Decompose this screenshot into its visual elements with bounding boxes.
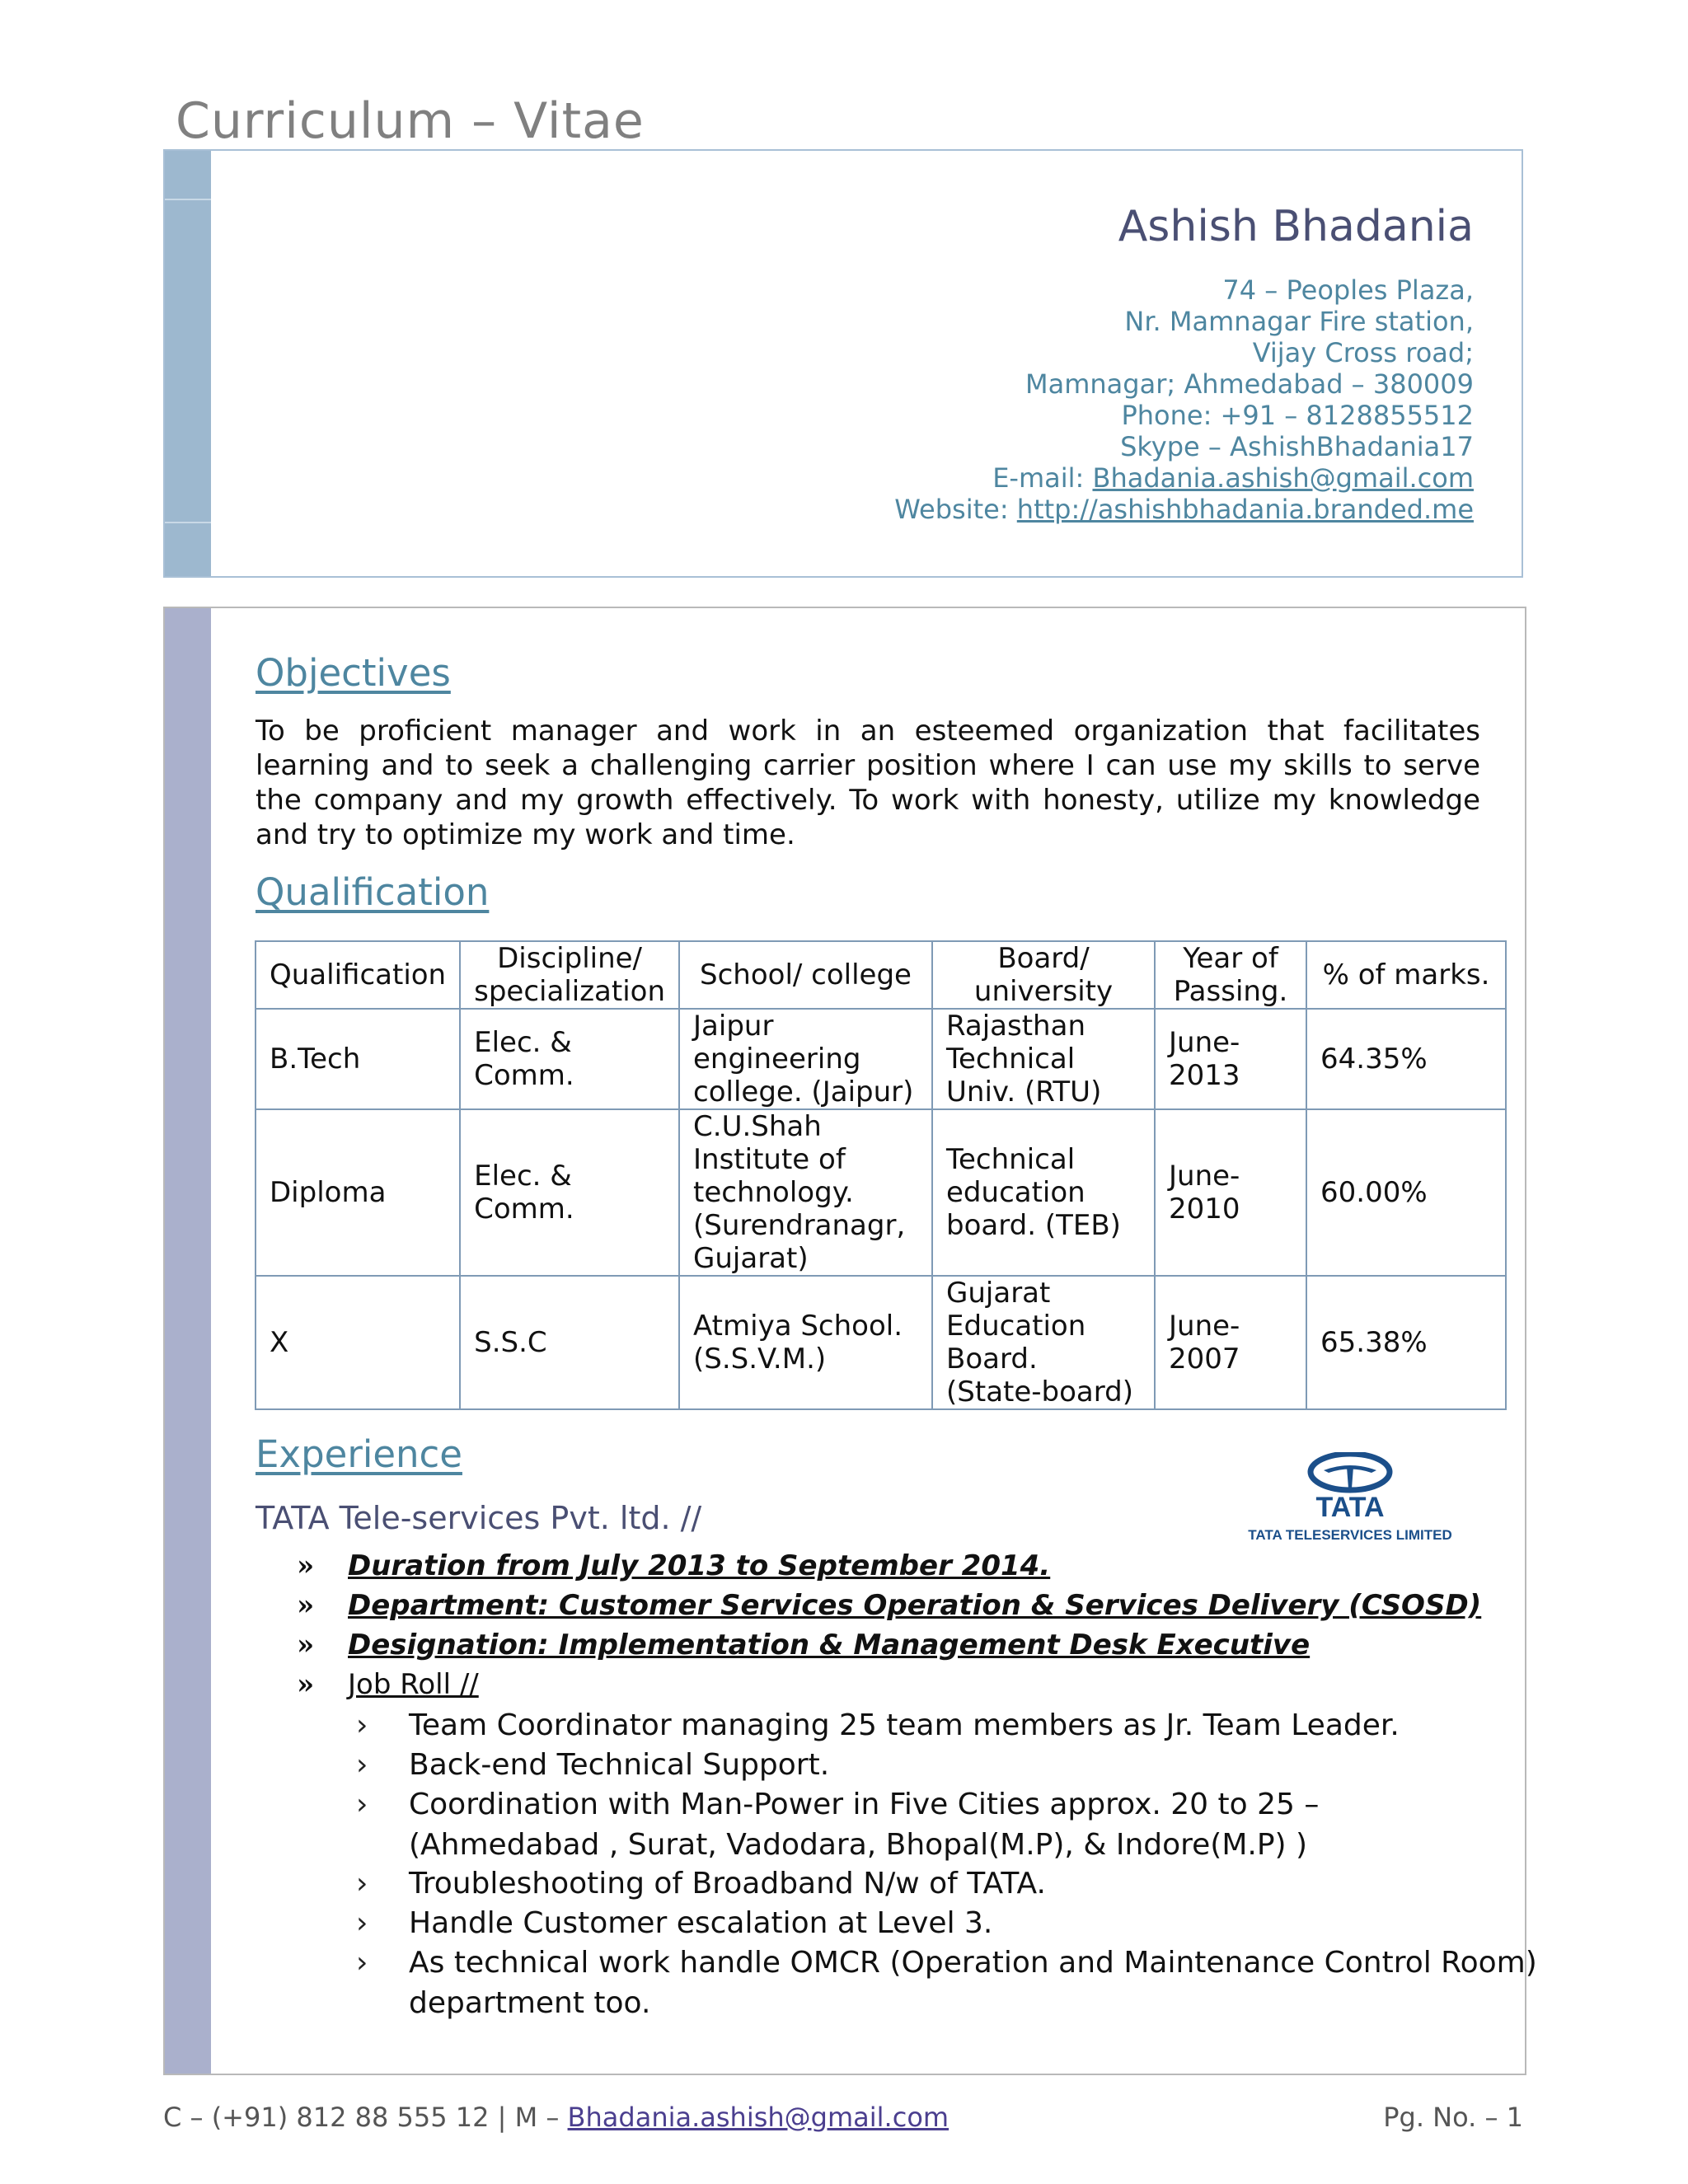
table-cell: Elec. & Comm. (460, 1009, 679, 1109)
list-item (356, 1746, 829, 1785)
table-cell: 64.35% (1306, 1009, 1506, 1109)
bullet-mark: » (297, 1549, 315, 1582)
bullet-mark: » (297, 1668, 315, 1701)
duty-continuation: (Ahmedabad , Surat, Vadodara, Bhopal(M.P), & Indore(M.P) ) (409, 1828, 1308, 1862)
sub-bullet-mark: › (356, 1708, 368, 1742)
list-item (297, 1549, 1050, 1582)
page-footer (163, 2102, 1523, 2133)
address-line-3: Vijay Cross road; (1252, 337, 1474, 368)
table-row (256, 1009, 1506, 1109)
duty-text: Coordination with Man-Power in Five Cities approx. 20 to 25 – (409, 1788, 1320, 1821)
tata-logo-icon (1226, 1452, 1474, 1544)
table-cell: Gujarat Education Board. (State-board) (932, 1276, 1155, 1409)
qualification-table (255, 940, 1507, 1410)
objectives-heading: Objectives (256, 651, 451, 695)
list-item (356, 1904, 992, 1943)
table-cell: Technical education board. (TEB) (932, 1109, 1155, 1276)
designation-text: Designation: Implementation & Management Desk Executive (348, 1629, 1311, 1661)
table-cell: Jaipur engineering college. (Jaipur) (679, 1009, 932, 1109)
sub-bullet-mark: › (356, 1946, 368, 1980)
email-link[interactable]: Bhadania.ashish@gmail.com (1092, 462, 1474, 494)
duty-text: As technical work handle OMCR (Operation and Maintenance Control Room) (409, 1946, 1537, 1980)
duty-text: Team Coordinator managing 25 team members as Jr. Team Leader. (409, 1708, 1400, 1742)
table-cell: June-2013 (1155, 1009, 1306, 1109)
table-cell: June-2010 (1155, 1109, 1306, 1276)
duty-text: Troubleshooting of Broadband N/w of TATA. (409, 1867, 1046, 1900)
list-item (356, 1785, 1319, 1825)
footer-email-link[interactable]: Bhadania.ashish@gmail.com (567, 2102, 950, 2133)
address-line-2: Nr. Mamnagar Fire station, (1124, 306, 1474, 337)
company-name: TATA Tele-services Pvt. ltd. // (256, 1500, 702, 1536)
list-item (297, 1629, 1310, 1661)
document-title: Curriculum – Vitae (176, 92, 645, 150)
footer-contact: C – (+91) 812 88 555 12 | M – (163, 2102, 568, 2133)
list-item (356, 1864, 1046, 1904)
table-row (256, 1276, 1506, 1409)
table-cell: B.Tech (256, 1009, 460, 1109)
bullet-mark: » (297, 1629, 315, 1661)
table-cell: C.U.Shah Institute of technology. (Surendranagr, Gujarat) (679, 1109, 932, 1276)
table-row (256, 1109, 1506, 1276)
page-number: Pg. No. – 1 (1383, 2102, 1523, 2133)
header-cell: Qualification (256, 941, 460, 1009)
header-cell: Year of Passing. (1155, 941, 1306, 1009)
duty-continuation: department too. (409, 1986, 651, 2020)
table-cell: Rajasthan Technical Univ. (RTU) (932, 1009, 1155, 1109)
address-line-1: 74 – Peoples Plaza, (1222, 274, 1474, 306)
list-item (297, 1589, 1481, 1622)
table-cell: Elec. & Comm. (460, 1109, 679, 1276)
table-cell: Diploma (256, 1109, 460, 1276)
header-cell: School/ college (679, 941, 932, 1009)
logo-brand-text: TATA (1315, 1492, 1385, 1523)
header-cell: Board/ university (932, 941, 1155, 1009)
table-cell: June-2007 (1155, 1276, 1306, 1409)
sub-bullet-mark: › (356, 1867, 368, 1900)
phone-number: Phone: +91 – 8128855512 (1121, 400, 1474, 431)
experience-heading: Experience (256, 1432, 462, 1476)
table-cell: 65.38% (1306, 1276, 1506, 1409)
logo-subtitle-text: TATA TELESERVICES LIMITED (1248, 1527, 1452, 1543)
table-cell: S.S.C (460, 1276, 679, 1409)
website-label: Website: (894, 494, 1017, 525)
candidate-name: Ashish Bhadania (1118, 202, 1474, 251)
header-side-bar (165, 151, 211, 576)
contact-header-box (163, 149, 1523, 578)
bullet-mark: » (297, 1589, 315, 1622)
website-link[interactable]: http://ashishbhadania.branded.me (1016, 494, 1474, 525)
sub-bullet-mark: › (356, 1748, 368, 1782)
skype-id: Skype – AshishBhadania17 (1120, 431, 1474, 462)
duration-text: Duration from July 2013 to September 2014. (348, 1549, 1051, 1582)
table-cell: Atmiya School. (S.S.V.M.) (679, 1276, 932, 1409)
email-line (992, 462, 1474, 494)
header-cell: Discipline/ specialization (460, 941, 679, 1009)
table-cell: X (256, 1276, 460, 1409)
objectives-text: To be proficient manager and work in an esteemed organization that facilitates learning and to seek a challenging carrier position where I can use my skills to serve the company and my growth effectively. To work with honesty, utilize my knowledge and try to optimize my work and time. (256, 715, 1480, 851)
header-cell: % of marks. (1306, 941, 1506, 1009)
website-line (894, 494, 1474, 525)
list-item (356, 1943, 1537, 1983)
duty-text: Back-end Technical Support. (409, 1748, 830, 1782)
address-line-4: Mamnagar; Ahmedabad – 380009 (1025, 368, 1474, 400)
qualification-heading: Qualification (256, 870, 490, 914)
table-header-row (256, 941, 1506, 1009)
sub-bullet-mark: › (356, 1906, 368, 1940)
email-label: E-mail: (992, 462, 1093, 494)
department-text: Department: Customer Services Operation & Services Delivery (CSOSD) (348, 1589, 1482, 1622)
job-roll-label: Job Roll // (348, 1668, 479, 1701)
main-side-bar (165, 608, 211, 2074)
duty-text: Handle Customer escalation at Level 3. (409, 1906, 993, 1940)
table-cell: 60.00% (1306, 1109, 1506, 1276)
sub-bullet-mark: › (356, 1788, 368, 1821)
list-item (297, 1668, 479, 1701)
list-item (356, 1706, 1400, 1746)
